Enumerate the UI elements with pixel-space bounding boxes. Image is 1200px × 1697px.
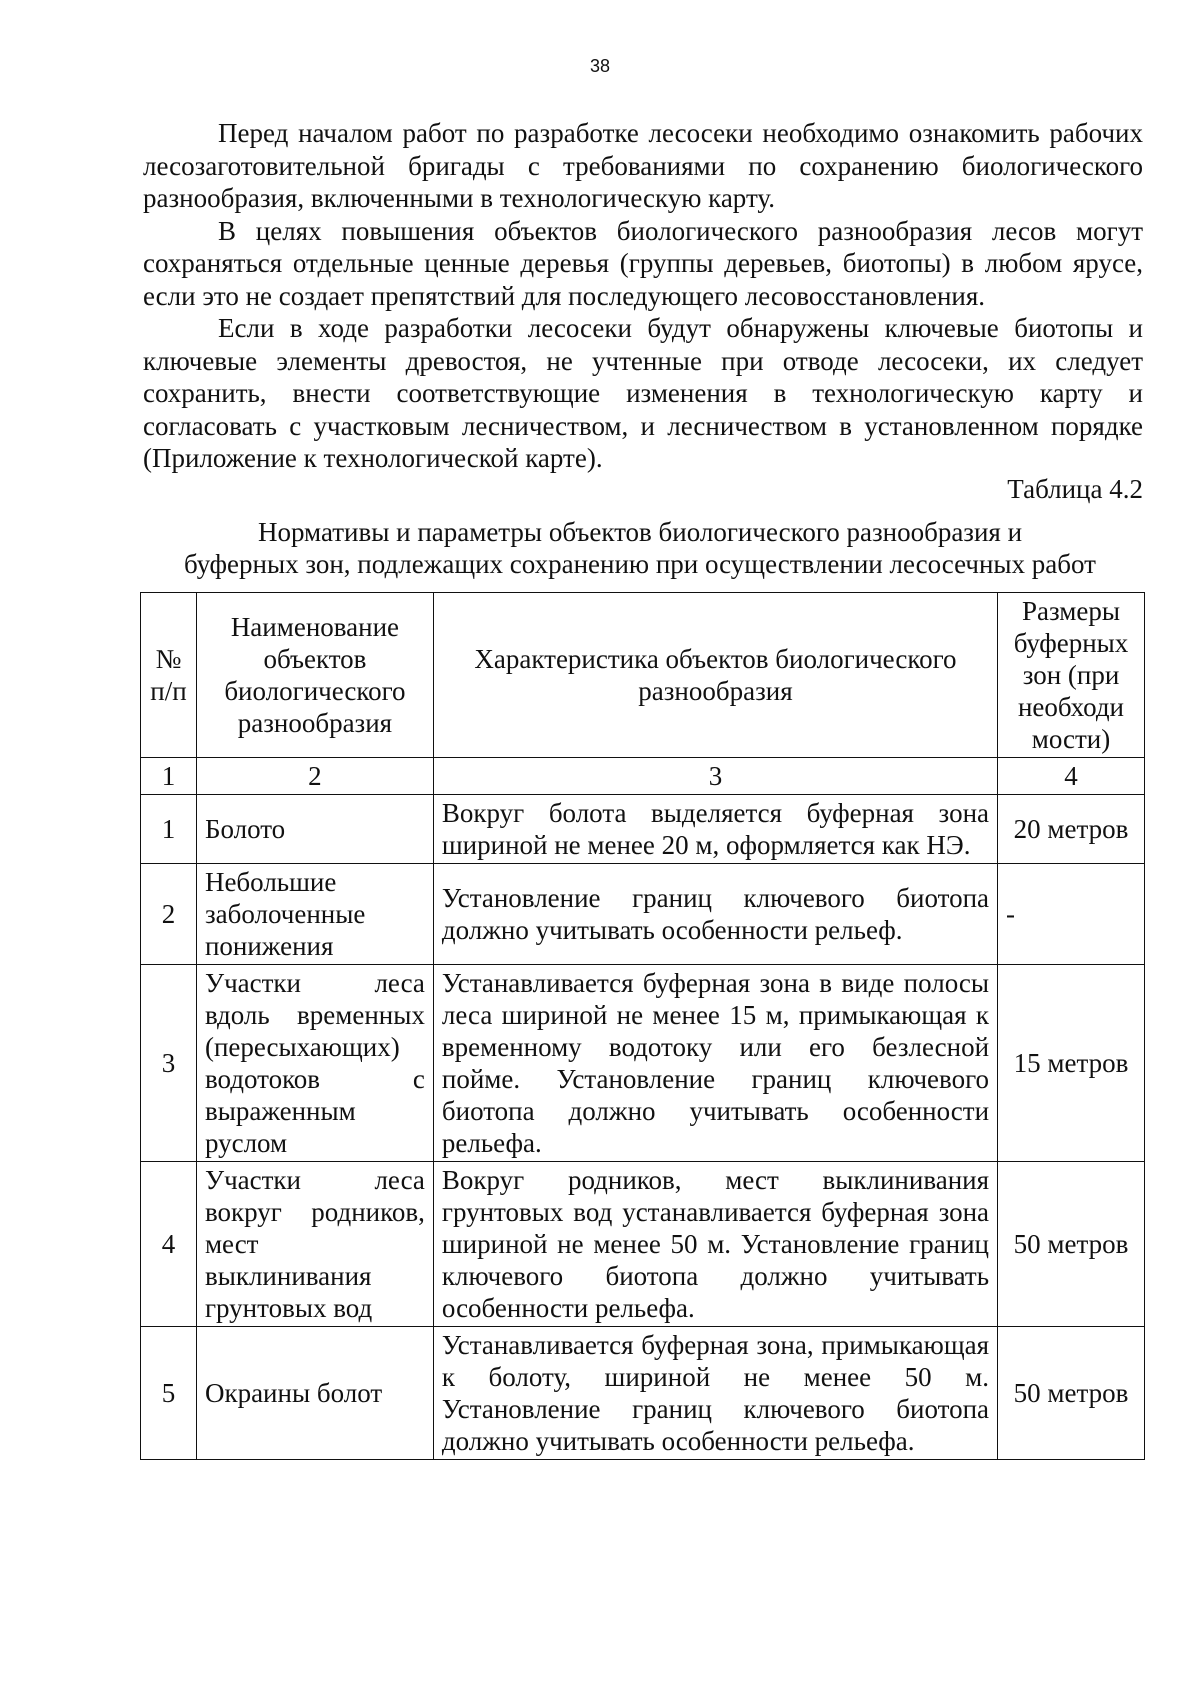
table-row (141, 1327, 1145, 1460)
norms-table (140, 592, 1145, 1460)
header-characteristic: Характеристика объектов биологического разнообразия (433, 593, 997, 758)
paragraph: Перед началом работ по разработке лесосеки необходимо ознакомить рабочих лесозаготовительной бригады с требованиями по сохранению биологического разнообразия, включенными в технологическую карту. (143, 118, 1143, 213)
column-number: 2 (196, 758, 433, 795)
column-number: 4 (998, 758, 1145, 795)
object-name: Небольшие заболоченные понижения (196, 864, 433, 965)
header-buffer-size: Размеры буферных зон (при необходи мости) (998, 593, 1145, 758)
object-description: Устанавливается буферная зона, примыкающая к болоту, шириной не менее 50 м. Установление границ ключевого биотопа должно учитывать особенности рельефа. (433, 1327, 997, 1460)
body-text (143, 117, 1143, 475)
page-number: 38 (589, 56, 611, 76)
column-number: 3 (433, 758, 997, 795)
row-number: 2 (141, 864, 197, 965)
object-name: Окраины болот (196, 1327, 433, 1460)
table-label: Таблица 4.2 (1007, 474, 1143, 504)
table-caption (140, 516, 1140, 580)
object-description: Вокруг родников, мест выклинивания грунтовых вод устанавливается буферная зона шириной не менее 50 м. Установление границ ключевого биотопа должно учитывать особенности рельефа. (433, 1162, 997, 1327)
table-row (141, 795, 1145, 864)
header-number: № п/п (141, 593, 197, 758)
object-description: Установление границ ключевого биотопа должно учитывать особенности рельеф. (433, 864, 997, 965)
buffer-size: 50 метров (998, 1327, 1145, 1460)
table-row (141, 864, 1145, 965)
object-description: Вокруг болота выделяется буферная зона шириной не менее 20 м, оформляется как НЭ. (433, 795, 997, 864)
buffer-size: 50 метров (998, 1162, 1145, 1327)
row-number: 4 (141, 1162, 197, 1327)
row-number: 3 (141, 965, 197, 1162)
object-name: Участки леса вокруг родников, мест выклинивания грунтовых вод (196, 1162, 433, 1327)
paragraph: Если в ходе разработки лесосеки будут обнаружены ключевые биотопы и ключевые элементы древостоя, не учтенные при отводе лесосеки, их следует сохранить, внести соответствующие изменения в технологическую карту и согласовать с участковым лесничеством, и лесничеством в установленном порядке (Приложение к технологической карте). (143, 313, 1143, 473)
table-row (141, 1162, 1145, 1327)
object-name: Болото (196, 795, 433, 864)
column-numbering-row (141, 758, 1145, 795)
table-row (141, 965, 1145, 1162)
paragraph: В целях повышения объектов биологического разнообразия лесов могут сохраняться отдельные ценные деревья (группы деревьев, биотопы) в любом ярусе, если это не создает препятствий для последующего лесовосстановления. (143, 215, 1143, 311)
object-description: Устанавливается буферная зона в виде полосы леса шириной не менее 15 м, примыкающая к временному водотоку или его безлесной пойме. Установление границ ключевого биотопа должно учитывать особенности рельефа. (433, 965, 997, 1162)
object-name: Участки леса вдоль временных (пересыхающих) водотоков с выраженным руслом (196, 965, 433, 1162)
row-number: 5 (141, 1327, 197, 1460)
buffer-size: 20 метров (998, 795, 1145, 864)
table-header-row (141, 593, 1145, 758)
table-caption-line: буферных зон, подлежащих сохранению при осуществлении лесосечных работ (184, 549, 1096, 579)
column-number: 1 (141, 758, 197, 795)
row-number: 1 (141, 795, 197, 864)
header-object-name: Наименование объектов биологического разнообразия (196, 593, 433, 758)
buffer-size: - (998, 864, 1145, 965)
table-caption-line: Нормативы и параметры объектов биологического разнообразия и (257, 517, 1023, 547)
buffer-size: 15 метров (998, 965, 1145, 1162)
